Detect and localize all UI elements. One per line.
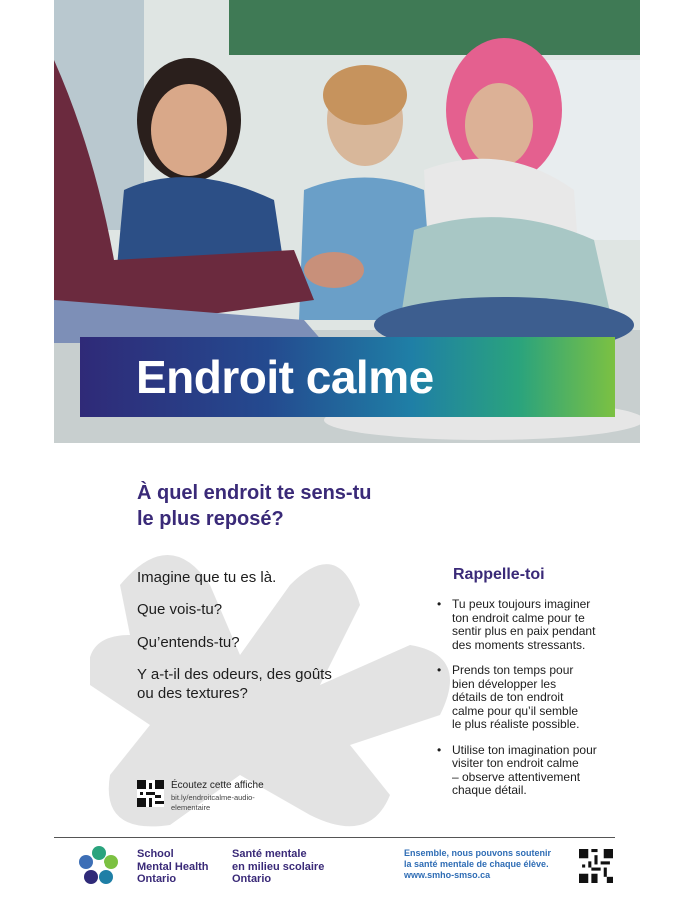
listen-url-line-2[interactable]: elementaire xyxy=(171,803,211,812)
reminder-title: Rappelle-toi xyxy=(453,566,545,583)
reminder-item xyxy=(437,664,637,732)
org-fr-line: Ontario xyxy=(232,873,272,885)
qr-code-icon[interactable] xyxy=(137,780,164,807)
org-en-line: School xyxy=(137,848,174,860)
reminder-text: calme pour qu’il semble xyxy=(452,703,579,718)
reminder-text: des moments stressants. xyxy=(452,637,586,652)
org-name-french xyxy=(232,848,324,886)
reminder-text: visiter ton endroit calme xyxy=(452,756,579,770)
reminder-text: détails de ton endroit xyxy=(452,690,564,704)
question-heading xyxy=(137,480,437,532)
bullet-icon: • xyxy=(437,597,442,611)
reminder-text: bien développer les xyxy=(452,676,557,691)
tagline-line-1: Ensemble, nous pouvons soutenir xyxy=(404,848,552,858)
listen-title: Écoutez cette affiche xyxy=(171,780,264,791)
page-title: Endroit calme xyxy=(136,351,434,403)
prompt-see: Que vois-tu? xyxy=(137,601,223,618)
question-line-1: À quel endroit te sens-tu xyxy=(137,482,372,504)
org-fr-line: Santé mentale xyxy=(232,848,307,860)
qr-code-icon[interactable] xyxy=(579,849,613,883)
reminder-text: Utilise ton imagination pour xyxy=(452,742,597,757)
footer-tagline xyxy=(404,848,551,870)
reminder-text: Prends ton temps pour xyxy=(452,663,574,677)
website-link[interactable]: www.smho-smso.ca xyxy=(404,870,491,880)
prompt-smell-line-1: Y a-t-il des odeurs, des goûts xyxy=(137,666,332,683)
prompt-hear: Qu’entends-tu? xyxy=(137,634,240,651)
bullet-icon: • xyxy=(437,742,442,757)
reminder-text: Tu peux toujours imaginer xyxy=(452,597,591,611)
tagline-line-2: la santé mentale de chaque élève. xyxy=(404,859,549,869)
org-en-line: Mental Health xyxy=(137,860,209,873)
listen-url-line-1[interactable]: bit.ly/endroitcalme-audio- xyxy=(171,793,255,802)
org-name-english xyxy=(137,848,209,886)
reminder-text: – observe attentivement xyxy=(452,769,581,784)
question-line-2: le plus reposé? xyxy=(137,508,284,530)
smho-flower-logo-icon xyxy=(78,845,120,887)
reminder-text: chaque détail. xyxy=(452,783,527,797)
prompt-imagine: Imagine que tu es là. xyxy=(137,569,277,586)
title-banner xyxy=(80,337,615,417)
reminder-text: sentir plus en paix pendant xyxy=(452,624,596,638)
reminder-text: le plus réaliste possible. xyxy=(452,717,580,731)
org-en-line: Ontario xyxy=(137,873,177,885)
bullet-icon: • xyxy=(437,663,442,677)
footer-divider xyxy=(54,837,615,838)
listen-url[interactable] xyxy=(171,793,281,813)
reminder-list xyxy=(437,598,637,810)
reminder-item xyxy=(437,744,637,798)
org-fr-line: en milieu scolaire xyxy=(232,860,325,873)
reminder-item xyxy=(437,598,637,652)
prompt-smell-line-2: ou des textures? xyxy=(137,685,248,702)
reminder-text: ton endroit calme pour te xyxy=(452,610,585,625)
